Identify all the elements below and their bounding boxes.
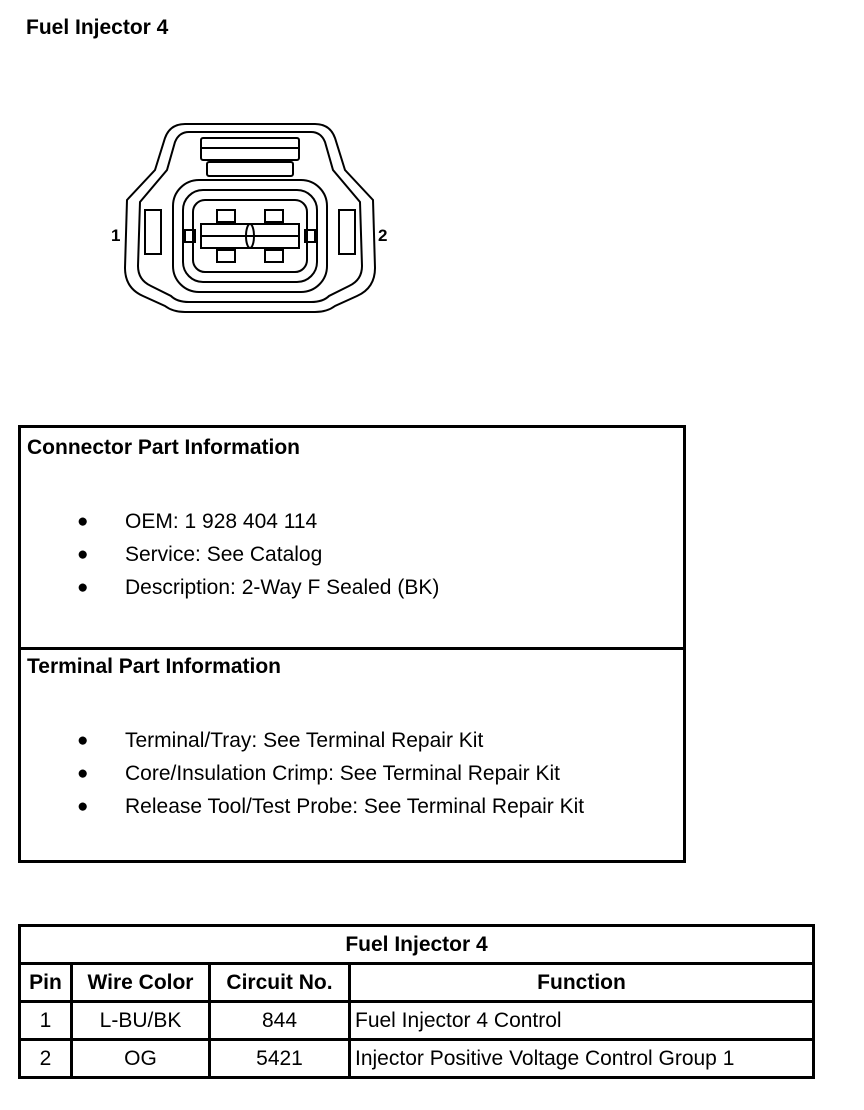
cell-pin: 1 (20, 1002, 72, 1040)
table-title-row (20, 926, 814, 964)
header-wire-color: Wire Color (72, 964, 210, 1002)
cell-wire-color: L-BU/BK (72, 1002, 210, 1040)
table-title: Fuel Injector 4 (20, 926, 814, 964)
cell-pin: 2 (20, 1040, 72, 1078)
header-pin: Pin (20, 964, 72, 1002)
list-item: ● Terminal/Tray: See Terminal Repair Kit (21, 724, 584, 757)
bullet-icon: ● (77, 763, 89, 784)
cell-circuit-no: 844 (210, 1002, 350, 1040)
bullet-icon: ● (77, 544, 89, 565)
pin-2-label: 2 (378, 226, 388, 245)
part-information-box (18, 425, 686, 863)
table-header-row (20, 964, 814, 1002)
table-row (20, 1002, 814, 1040)
header-circuit-no: Circuit No. (210, 964, 350, 1002)
terminal-part-info-list (21, 724, 584, 823)
cell-function: Fuel Injector 4 Control (350, 1002, 814, 1040)
pin-table (18, 924, 815, 1079)
header-function: Function (350, 964, 814, 1002)
pin-1-label: 1 (111, 226, 121, 245)
list-item: ● Core/Insulation Crimp: See Terminal Repair Kit (21, 757, 584, 790)
list-item: ● Release Tool/Test Probe: See Terminal Repair Kit (21, 790, 584, 823)
cell-function: Injector Positive Voltage Control Group 1 (350, 1040, 814, 1078)
cell-circuit-no: 5421 (210, 1040, 350, 1078)
terminal-part-info-section (21, 647, 683, 860)
list-item: ● Description: 2-Way F Sealed (BK) (21, 571, 439, 604)
bullet-icon: ● (77, 511, 89, 532)
connector-part-info-section (21, 428, 683, 650)
table-row (20, 1040, 814, 1078)
bullet-icon: ● (77, 730, 89, 751)
terminal-part-info-title: Terminal Part Information (27, 655, 281, 678)
bullet-icon: ● (77, 577, 89, 598)
cell-wire-color: OG (72, 1040, 210, 1078)
list-item: ● OEM: 1 928 404 114 (21, 505, 439, 538)
page-title: Fuel Injector 4 (26, 16, 169, 39)
list-item: ● Service: See Catalog (21, 538, 439, 571)
bullet-icon: ● (77, 796, 89, 817)
connector-face-icon (105, 118, 395, 318)
connector-part-info-list (21, 505, 439, 604)
connector-part-info-title: Connector Part Information (27, 436, 301, 459)
